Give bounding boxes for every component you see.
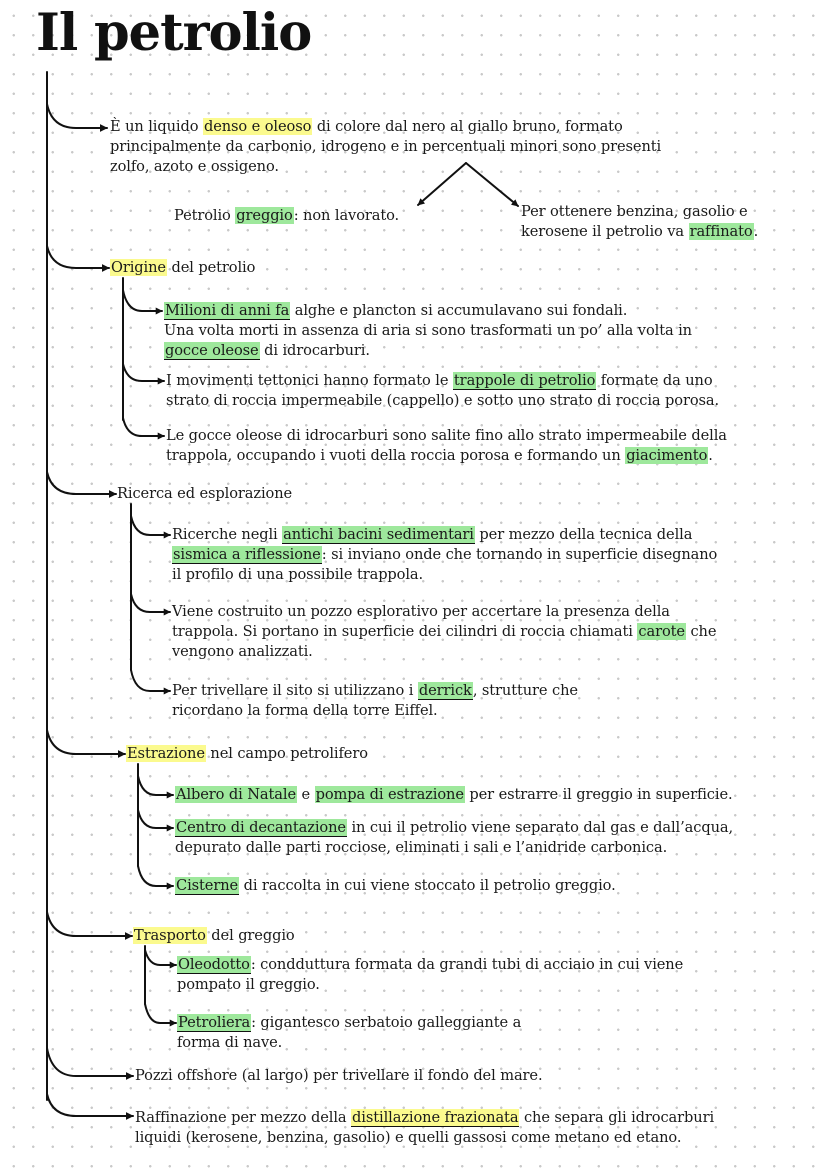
trasporto-heading: Trasporto del greggio [134,927,295,944]
origine-item-3-line-1: Le gocce oleose di idrocarburi sono salite fino allo strato impermeabile della [166,427,727,444]
page-title: Il petrolio [36,3,312,63]
trasporto-item-2-line-2: forma di nave. [177,1034,283,1051]
branch-arrow-raffinazione [47,1094,133,1116]
highlight-distillazione-frazionata: distillazione frazionata [352,1109,519,1126]
origine-item-1-line-2: Una volta morti in assenza di aria si sono trasformati un po’ alla volta in [164,322,692,339]
branch-arrow-offshore [47,1048,133,1076]
trasporto-item-1-line-2: pompato il greggio. [177,976,320,993]
highlight-antichi-bacini-sedimentari: antichi bacini sedimentari [283,526,474,543]
origine-heading: Origine del petrolio [111,259,256,276]
highlight-giacimento: giacimento [626,447,708,464]
split-arrow-raffinato [466,163,518,206]
highlight-pompa-di-estrazione: pompa di estrazione [315,786,464,803]
highlight-raffinato: raffinato [689,223,753,240]
raffinato-note-line-1: Per ottenere benzina, gasolio e [521,203,748,220]
origine-item-2-line-2: strato di roccia impermeabile (cappello) e sotto uno strato di roccia porosa. [166,392,720,409]
highlight-cisterne: Cisterne [176,877,239,894]
ricerca-arrow-2 [131,594,170,612]
intro-line-2: principalmente da carbonio, idrogeno e in percentuali minori sono presenti [110,138,662,155]
origine-arrow-3 [123,418,164,436]
raffinazione-line-2: liquidi (kerosene, benzina, gasolio) e quelli gassosi come metano ed etano. [135,1129,682,1146]
highlight-oleodotto: Oleodotto [178,956,250,973]
estrazione-item-1-line-1: Albero di Natale e pompa di estrazione per estrarre il greggio in superficie. [176,786,733,803]
highlight-sismica-a-riflessione: sismica a riflessione [173,546,321,563]
origine-arrow-1 [123,290,162,311]
estrazione-item-2-line-2: depurato dalle parti rocciose, eliminati i sali e l’anidride carbonica. [175,839,668,856]
estrazione-arrow-3 [138,866,173,886]
ricerca-arrow-3 [131,670,170,691]
ricerca-item-1-line-1: Ricerche negli antichi bacini sedimentari per mezzo della tecnica della [172,526,693,543]
estrazione-arrow-2 [138,810,173,828]
highlight-greggio: greggio [236,207,293,224]
branch-arrow-origine [47,246,109,268]
branch-arrow-estrazione [47,730,125,754]
greggio-note: Petrolio greggio: non lavorato. [174,207,400,224]
highlight-trasporto: Trasporto [134,927,206,944]
highlight-centro-di-decantazione: Centro di decantazione [176,819,346,836]
origine-item-1-line-1: Milioni di anni fa alghe e plancton si accumulavano sui fondali. [165,302,628,319]
highlight-denso-e-oleoso: denso e oleoso [203,118,312,135]
estrazione-item-2-line-1: Centro di decantazione in cui il petrolio viene separato dal gas e dall’acqua, [176,819,734,836]
branch-arrow-trasporto [47,912,132,936]
estrazione-heading: Estrazione nel campo petrolifero [127,745,368,762]
intro-line-1: È un liquido denso e oleoso di colore dal nero al giallo bruno, formato [110,118,623,135]
raffinazione-line-1: Raffinazione per mezzo della distillazione frazionata che separa gli idrocarburi [135,1109,715,1126]
ricerca-arrow-1 [131,516,170,535]
ricerca-heading: Ricerca ed esplorazione [117,485,293,502]
intro-line-3: zolfo, azoto e ossigeno. [110,158,279,175]
highlight-carote: carote [638,623,685,640]
ricerca-item-2-line-1: Viene costruito un pozzo esplorativo per accertare la presenza della [172,603,670,620]
raffinato-note-line-2: kerosene il petrolio va raffinato. [521,223,759,240]
highlight-petroliera: Petroliera [178,1014,251,1031]
trasporto-item-2-line-1: Petroliera: gigantesco serbatoio galleggiante a [178,1014,522,1031]
ricerca-item-3-line-1: Per trivellare il sito si utilizzano i derrick, strutture che [172,682,578,699]
trasporto-arrow-1 [145,950,176,965]
offshore-item: Pozzi offshore (al largo) per trivellare il fondo del mare. [135,1067,543,1084]
highlight-trappole-di-petrolio: trappole di petrolio [453,372,596,389]
trasporto-arrow-2 [145,1004,176,1023]
highlight-milioni-di-anni-fa: Milioni di anni fa [165,302,290,319]
highlight-albero-di-natale: Albero di Natale [176,786,296,803]
trasporto-item-1-line-1: Oleodotto: condduttura formata da grandi tubi di acciaio in cui viene [178,956,684,973]
estrazione-item-3-line-1: Cisterne di raccolta in cui viene stoccato il petrolio greggio. [176,877,616,894]
ricerca-item-1-line-3: il profilo di una possibile trappola. [172,566,424,583]
origine-arrow-2 [123,364,164,381]
highlight-gocce-oleose: gocce oleose [165,342,259,359]
branch-arrow-ricerca [47,472,116,494]
ricerca-item-1-line-2: sismica a riflessione: si inviano onde che tornando in superficie disegnano [173,546,718,563]
ricerca-item-2-line-2: trappola. Si portano in superficie dei cilindri di roccia chiamati carote che [172,623,717,640]
ricerca-item-3-line-2: ricordano la forma della torre Eiffel. [172,702,438,719]
origine-item-3-line-2: trappola, occupando i vuoti della roccia porosa e formando un giacimento. [166,447,713,464]
highlight-estrazione: Estrazione [127,745,205,762]
origine-item-2-line-1: I movimenti tettonici hanno formato le trappole di petrolio formate da uno [166,372,713,389]
origine-item-1-line-3: gocce oleose di idrocarburi. [165,342,370,359]
highlight-origine: Origine [111,259,166,276]
highlight-derrick: derrick [418,682,472,699]
branch-arrow-intro [47,104,107,128]
estrazione-arrow-1 [138,776,173,795]
split-arrow-greggio [418,163,466,205]
ricerca-item-2-line-3: vengono analizzati. [172,643,313,660]
